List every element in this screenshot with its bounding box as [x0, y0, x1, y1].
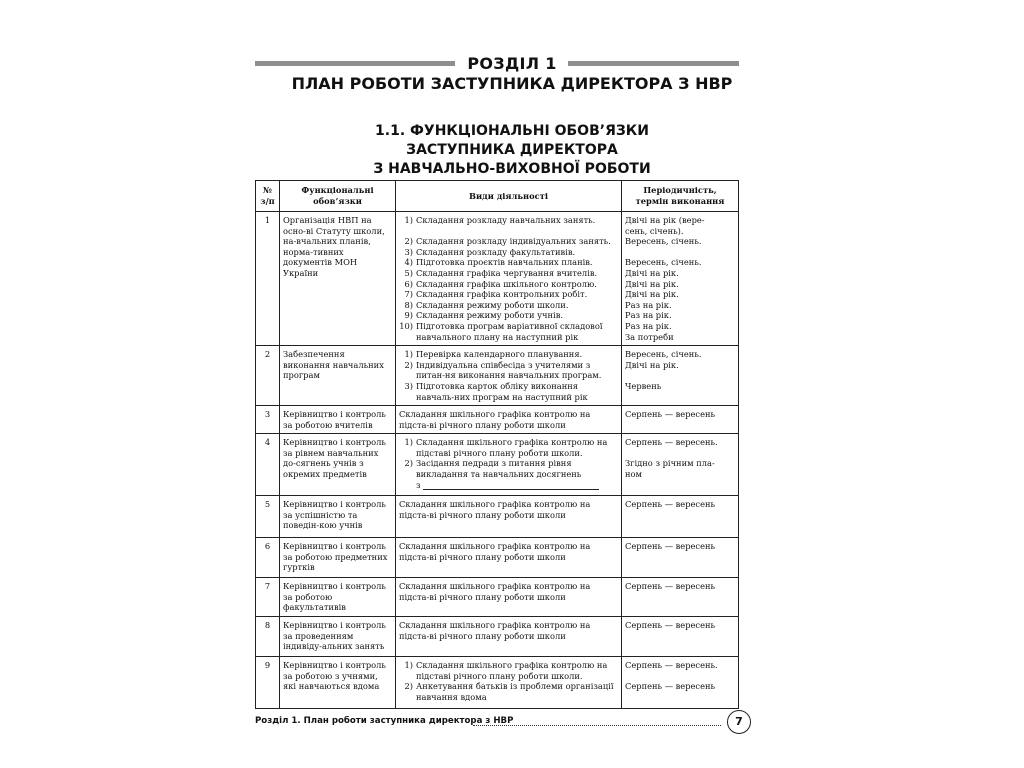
activity-item — [399, 215, 618, 226]
table-body — [256, 212, 739, 709]
row-periodicity — [622, 657, 739, 709]
activity-text: Перевірка календарного планування. — [416, 349, 583, 360]
activity-number: 10) — [399, 320, 413, 331]
activity-item — [399, 257, 618, 268]
periodicity-line: Двічі на рік. — [625, 267, 679, 278]
row-function: Керівництво і контроль за роботою предметних гуртків — [280, 538, 396, 578]
row-function: Забезпечення виконання навчальних програм — [280, 346, 396, 406]
periodicity-line: Раз на рік. — [625, 320, 672, 331]
activity-text: Складання розкладу індивідуальних занять. — [416, 236, 611, 247]
activity-number: 7) — [404, 289, 413, 300]
row-periodicity — [622, 496, 739, 538]
activity-number: 1) — [404, 349, 413, 360]
activity-item — [399, 660, 618, 681]
row-activities: Складання шкільного графіка контролю на підста-ві річного плану роботи школи — [396, 538, 622, 578]
activity-text: Складання режиму роботи учнів. — [416, 310, 564, 321]
periodicity-line: Червень — [625, 380, 662, 391]
periodicity-line: Двічі на рік. — [625, 359, 679, 370]
table-row — [256, 657, 739, 709]
row-periodicity — [622, 617, 739, 657]
activity-text: Складання розкладу факультативів. — [416, 246, 576, 257]
header-func: Функціональні обов’язки — [280, 181, 396, 212]
periodicity-line: Згідно з річним пла- — [625, 458, 715, 469]
row-function: Керівництво і контроль за рівнем навчальних до-сягнень учнів з окремих предметів — [280, 434, 396, 496]
activity-number: 2) — [404, 359, 413, 370]
row-activities: Складання шкільного графіка контролю на підста-ві річного плану роботи школи — [396, 406, 622, 434]
activity-text: Складання графіка чергування вчителів. — [416, 267, 598, 278]
periodicity-line: ном — [625, 469, 642, 480]
activity-text: Індивідуальна співбесіда з учителями з питан-ня виконання навчальних програм. — [416, 359, 602, 381]
activity-text: Складання розкладу навчальних занять. — [416, 215, 596, 225]
row-number: 7 — [256, 578, 280, 617]
periodicity-line: Серпень — вересень — [625, 681, 716, 692]
activity-item — [399, 279, 618, 290]
activity-number: 9) — [404, 310, 413, 321]
activity-item — [399, 310, 618, 321]
subsection-title — [0, 122, 1024, 179]
row-periodicity — [622, 434, 739, 496]
row-function: Організація НВП на осно-ві Статуту школи, на-вчальних планів, норма-тивних документів МОН України — [280, 212, 396, 346]
activity-text: Складання шкільного графіка контролю на підставі річного плану роботи школи. — [416, 437, 608, 458]
periodicity-line — [625, 448, 735, 459]
activity-number: 8) — [404, 299, 413, 310]
blank-prefix: з — [416, 479, 421, 490]
activity-number: 1) — [404, 660, 413, 671]
periodicity-line: сень, січень). — [625, 225, 684, 236]
header-num: № з/п — [256, 181, 280, 212]
subsection-title-line-1: 1.1. ФУНКЦІОНАЛЬНІ ОБОВ’ЯЗКИ — [375, 123, 649, 139]
activity-text: Складання шкільного графіка контролю на підставі річного плану роботи школи. — [416, 660, 608, 681]
activity-number: 5) — [404, 267, 413, 278]
table-row — [256, 212, 739, 346]
row-function: Керівництво і контроль за успішністю та поведін-кою учнів — [280, 496, 396, 538]
periodicity-line: Двічі на рік (вере- — [625, 215, 705, 225]
activity-number: 2) — [404, 681, 413, 692]
activity-number — [399, 226, 416, 237]
activity-item — [399, 289, 618, 300]
row-periodicity — [622, 578, 739, 617]
periodicity-line: Серпень — вересень — [625, 620, 716, 631]
activity-number: 2) — [404, 458, 413, 469]
periodicity-line: Вересень, січень. — [625, 236, 702, 247]
row-function: Керівництво і контроль за роботою вчителів — [280, 406, 396, 434]
activity-text — [416, 226, 618, 237]
row-number: 3 — [256, 406, 280, 434]
periodicity-line: Серпень — вересень — [625, 581, 716, 592]
activity-item — [399, 360, 618, 381]
activity-text: Підготовка карток обліку виконання навчаль-них програм на наступний рік — [416, 380, 588, 402]
activity-item — [399, 236, 618, 247]
section-label: РОЗДІЛ 1 — [467, 54, 557, 73]
periodicity-line: Раз на рік. — [625, 310, 672, 321]
periodicity-line: Двічі на рік. — [625, 289, 679, 300]
row-number: 8 — [256, 617, 280, 657]
activity-item — [399, 381, 618, 402]
table-row — [256, 434, 739, 496]
periodicity-line — [625, 370, 735, 381]
subsection-title-line-2: ЗАСТУПНИКА ДИРЕКТОРА — [406, 142, 618, 158]
row-number: 4 — [256, 434, 280, 496]
activity-item — [399, 226, 618, 237]
row-activities — [396, 657, 622, 709]
blank-subject-line — [399, 480, 618, 491]
activity-number: 3) — [404, 246, 413, 257]
activity-item — [399, 300, 618, 311]
footer-text: Розділ 1. План роботи заступника директора з НВР — [255, 716, 514, 726]
activity-text: Складання режиму роботи школи. — [416, 299, 569, 310]
table-row — [256, 617, 739, 657]
subsection-title-line-3: З НАВЧАЛЬНО-ВИХОВНОЇ РОБОТИ — [373, 161, 651, 177]
table-row — [256, 578, 739, 617]
activity-number: 6) — [404, 278, 413, 289]
row-number: 6 — [256, 538, 280, 578]
activity-text: Підготовка проєктів навчальних планів. — [416, 257, 593, 268]
activity-number: 2) — [404, 236, 413, 247]
periodicity-line: Серпень — вересень. — [625, 660, 718, 671]
row-activities: Складання шкільного графіка контролю на підста-ві річного плану роботи школи — [396, 578, 622, 617]
row-periodicity — [622, 406, 739, 434]
row-activities: Складання шкільного графіка контролю на підста-ві річного плану роботи школи — [396, 496, 622, 538]
periodicity-line: Вересень, січень. — [625, 257, 702, 268]
activity-number: 1) — [404, 437, 413, 448]
activity-text: Складання графіка шкільного контролю. — [416, 278, 597, 289]
periodicity-line: Серпень — вересень. — [625, 437, 718, 448]
periodicity-line: Серпень — вересень — [625, 541, 716, 552]
footer — [255, 716, 721, 726]
periodicity-line: За потреби — [625, 331, 674, 342]
activity-text: Засідання педради з питання рівня викладання та навчальних досягнень — [416, 458, 582, 480]
header-act: Види діяльності — [396, 181, 622, 212]
activity-number: 1) — [404, 215, 413, 225]
activity-item — [399, 437, 618, 458]
table-row — [256, 538, 739, 578]
duties-table — [255, 180, 739, 709]
table-row — [256, 346, 739, 406]
row-activities: Складання шкільного графіка контролю на підста-ві річного плану роботи школи — [396, 617, 622, 657]
activity-item — [399, 349, 618, 360]
activity-text: Складання графіка контрольних робіт. — [416, 289, 588, 300]
periodicity-line: Серпень — вересень — [625, 409, 716, 420]
row-number: 9 — [256, 657, 280, 709]
periodicity-line: Серпень — вересень — [625, 499, 716, 510]
header-per: Періодичність, термін виконання — [622, 181, 739, 212]
row-function: Керівництво і контроль за роботою факультативів — [280, 578, 396, 617]
row-number: 1 — [256, 212, 280, 346]
blank-underline — [423, 481, 599, 490]
row-function: Керівництво і контроль за роботою з учнями, які навчаються вдома — [280, 657, 396, 709]
table-header-row — [256, 181, 739, 212]
activity-item — [399, 458, 618, 479]
row-number: 5 — [256, 496, 280, 538]
table-row — [256, 496, 739, 538]
row-periodicity — [622, 538, 739, 578]
activity-text: Анкетування батьків із проблеми організації навчання вдома — [416, 681, 614, 702]
activity-number: 3) — [404, 380, 413, 391]
activity-text: Підготовка програм варіативної складової навчального плану на наступний рік — [416, 320, 603, 342]
row-activities — [396, 434, 622, 496]
periodicity-line: Вересень, січень. — [625, 349, 702, 360]
table-row — [256, 406, 739, 434]
activity-number: 4) — [404, 257, 413, 268]
row-periodicity — [622, 212, 739, 346]
row-number: 2 — [256, 346, 280, 406]
activity-item — [399, 321, 618, 342]
row-activities — [396, 212, 622, 346]
periodicity-line — [625, 247, 735, 258]
page-title: ПЛАН РОБОТИ ЗАСТУПНИКА ДИРЕКТОРА З НВР — [291, 74, 733, 93]
activity-item — [399, 268, 618, 279]
activity-item — [399, 247, 618, 258]
page-number: 7 — [727, 710, 751, 734]
row-activities — [396, 346, 622, 406]
periodicity-line — [625, 671, 735, 682]
row-periodicity — [622, 346, 739, 406]
periodicity-line: Раз на рік. — [625, 299, 672, 310]
row-function: Керівництво і контроль за проведенням індивіду-альних занять — [280, 617, 396, 657]
footer-leader-dots — [473, 725, 721, 726]
activity-item — [399, 681, 618, 702]
periodicity-line: Двічі на рік. — [625, 278, 679, 289]
